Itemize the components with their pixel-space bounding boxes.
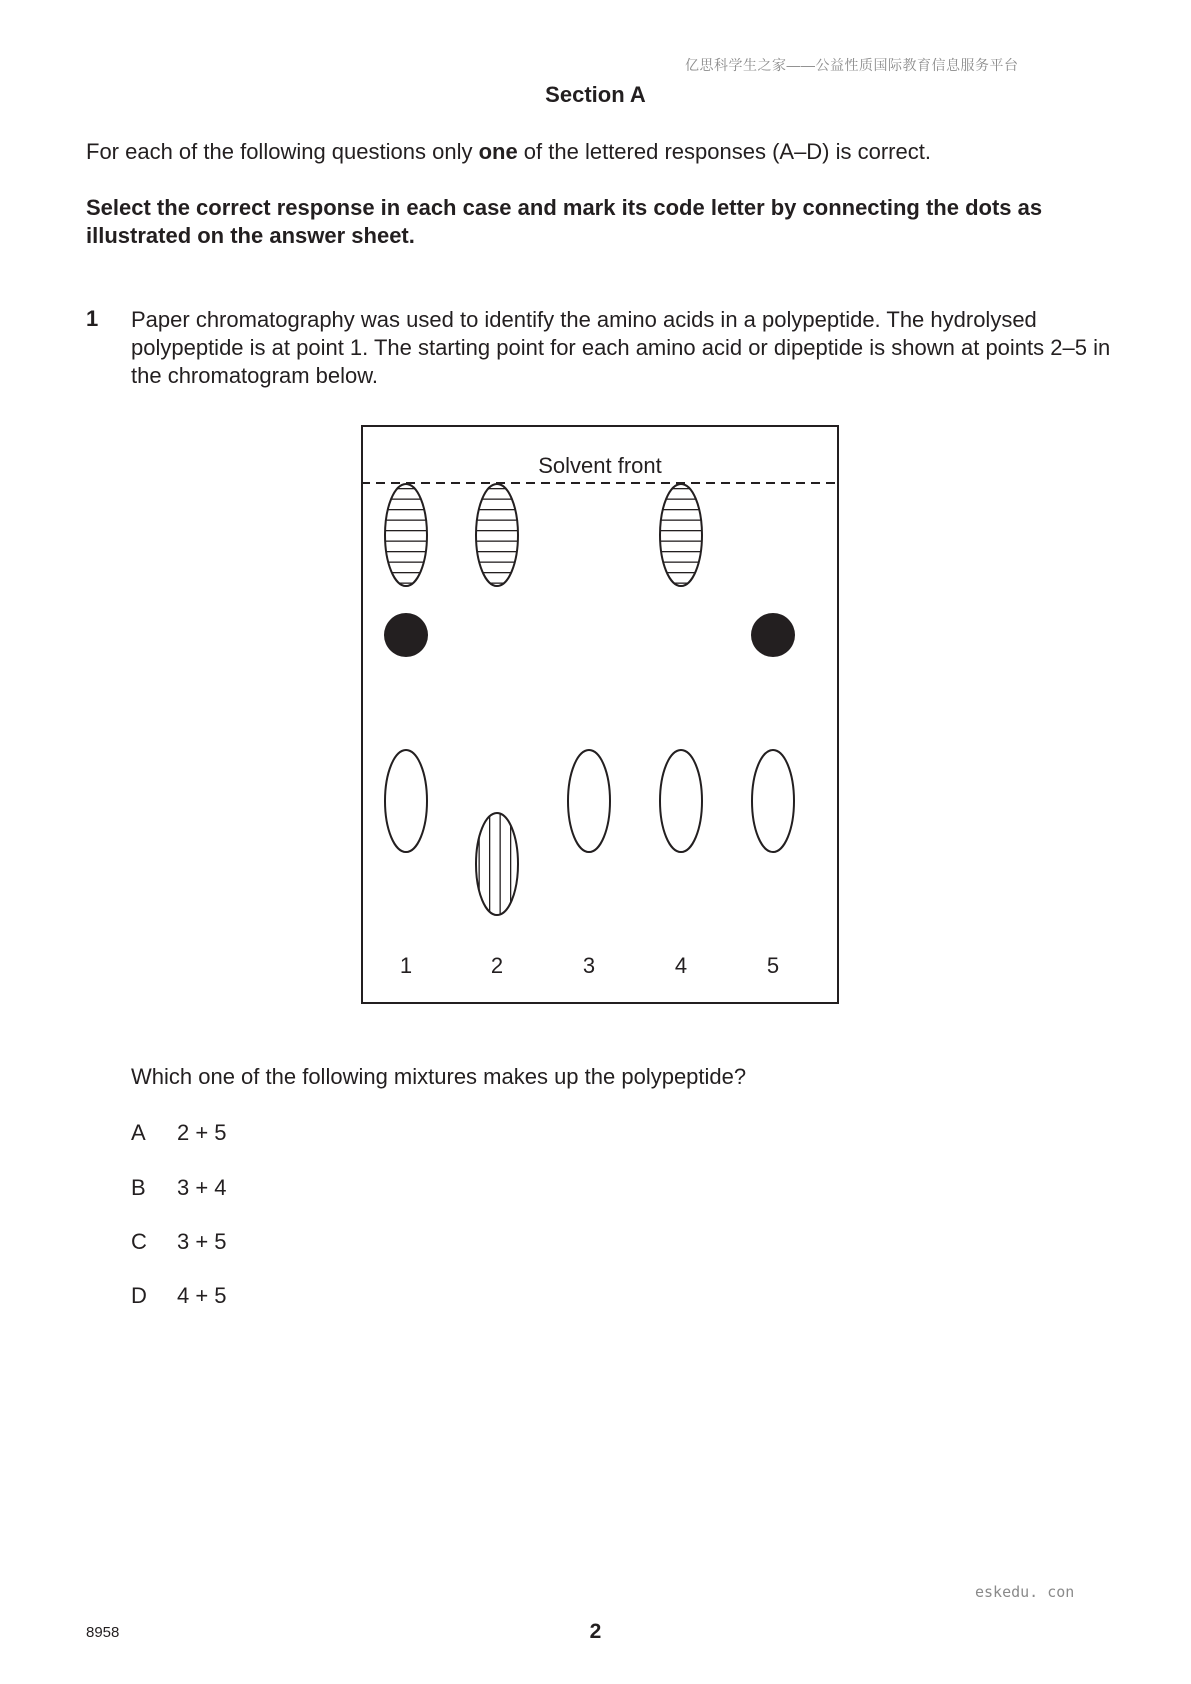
instructions-emphasis: one xyxy=(478,139,518,164)
option-text: 3 + 4 xyxy=(177,1175,227,1200)
option-text: 3 + 5 xyxy=(177,1229,227,1254)
chromatogram-border xyxy=(362,426,838,1003)
instructions-line xyxy=(86,139,931,165)
question-number: 1 xyxy=(86,306,99,331)
option-c xyxy=(131,1229,227,1255)
option-letter: D xyxy=(131,1283,147,1308)
option-a xyxy=(131,1120,227,1146)
option-b xyxy=(131,1175,227,1201)
chromatogram-figure xyxy=(361,425,839,1004)
spot-lane2-striped xyxy=(476,484,518,586)
lane-label-3: 3 xyxy=(582,953,596,978)
page-number: 2 xyxy=(589,1620,602,1643)
spot-lane1-striped xyxy=(385,484,427,586)
spot-lane4-open xyxy=(660,750,702,852)
paper-code: 8958 xyxy=(86,1624,120,1641)
option-letter: C xyxy=(131,1229,147,1254)
option-d xyxy=(131,1283,227,1309)
instructions-post: of the lettered responses (A–D) is correct. xyxy=(517,139,931,164)
spot-lane5-open xyxy=(752,750,794,852)
lane-label-5: 5 xyxy=(766,953,780,978)
question-stem: Which one of the following mixtures makes up the polypeptide? xyxy=(131,1064,747,1089)
instructions-bold: Select the correct response in each case and mark its code letter by connecting the dots as illustrated on the answer sheet. xyxy=(86,195,1043,248)
option-letter: B xyxy=(131,1175,146,1200)
spot-lane2-vertical xyxy=(476,813,518,915)
option-text: 2 + 5 xyxy=(177,1120,227,1145)
spot-lane1-open xyxy=(385,750,427,852)
option-letter: A xyxy=(131,1120,146,1145)
spot-lane3-open xyxy=(568,750,610,852)
lane-label-4: 4 xyxy=(674,953,688,978)
option-text: 4 + 5 xyxy=(177,1283,227,1308)
lane-label-2: 2 xyxy=(490,953,504,978)
header-watermark: 亿思科学生之家——公益性质国际教育信息服务平台 xyxy=(685,57,1019,73)
spot-lane4-striped xyxy=(660,484,702,586)
question-text: Paper chromatography was used to identify the amino acids in a polypeptide. The hydrolysed polypeptide is at point 1. The starting point for each amino acid or dipeptide is shown at points 2–5 in the chromatogram below. xyxy=(131,307,1111,388)
lane-label-1: 1 xyxy=(399,953,413,978)
spot-lane1-solid xyxy=(384,613,428,657)
instructions-pre: For each of the following questions only xyxy=(86,139,479,164)
footer-watermark: eskedu. con xyxy=(975,1583,1075,1601)
spot-lane5-solid xyxy=(751,613,795,657)
section-title: Section A xyxy=(545,82,646,107)
solvent-front-label: Solvent front xyxy=(538,453,662,478)
